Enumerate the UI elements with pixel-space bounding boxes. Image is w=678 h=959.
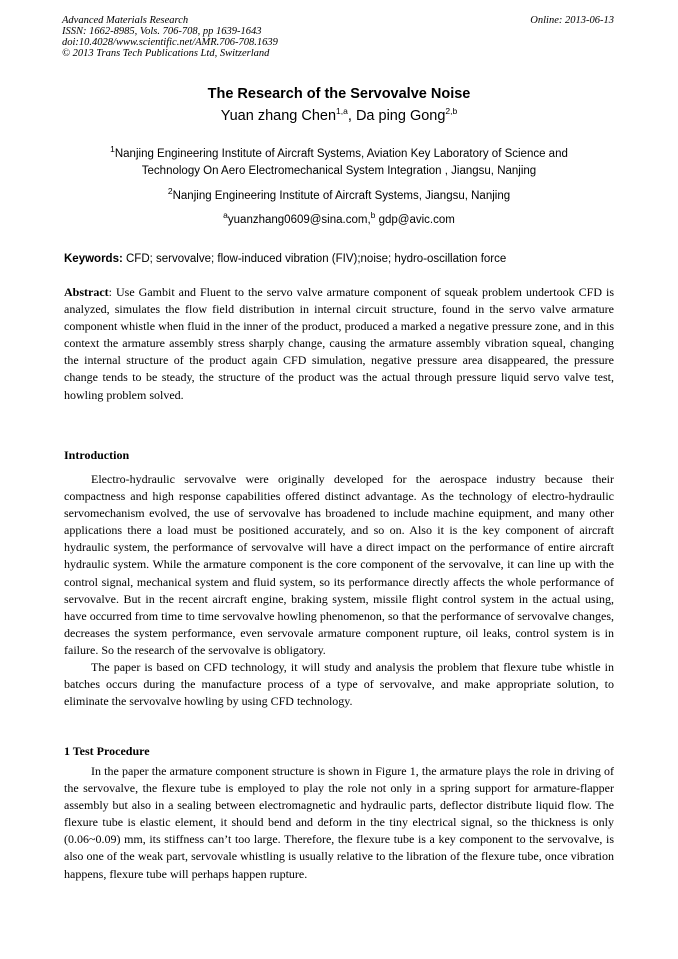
email-a: yuanzhang0609@sina.com, (227, 214, 371, 226)
doi-line: doi:10.4028/www.scientific.net/AMR.706-708.1639 (62, 37, 278, 48)
author-line (0, 108, 678, 124)
journal-name: Advanced Materials Research (62, 15, 189, 26)
author-emails (64, 212, 614, 229)
author-separator: , (347, 108, 356, 124)
test-procedure-body (64, 763, 614, 883)
affiliation-1-line2: Technology On Aero Electromechanical System Integration , Jiangsu, Nanjing (141, 165, 537, 177)
affiliation-1-line1: Nanjing Engineering Institute of Aircraft Systems, Aviation Key Laboratory of Science and (114, 148, 568, 160)
affiliation-1-sup: 1 (110, 144, 115, 155)
abstract-text: : Use Gambit and Fluent to the servo valve armature component of squeak problem undertook CFD is analyzed, simulates the flow field distribution in internal circuit structure, found in the servo valve armature component whistle when fluid in the inner of the product, produced a marked a negative pressure zone, and in this context the armature assembly stress sharply change, causing the armature assembly vibration squeal, changing the internal structure of the product again CFD simulation, negative pressure area disappeared, the pressure change tends to be steady, the structure of the product was the actual through pressure liquid servo valve test, howling problem solved. (64, 285, 614, 402)
author-2: Da ping Gong (355, 108, 446, 124)
paper-title: The Research of the Servovalve Noise (207, 86, 471, 102)
email-b: gdp@avic.com (375, 214, 455, 226)
affiliation-1 (64, 146, 614, 180)
affiliation-2-text: Nanjing Engineering Institute of Aircraft Systems, Jiangsu, Nanjing (172, 190, 511, 202)
abstract (64, 284, 614, 404)
abstract-label: Abstract (64, 285, 109, 299)
journal-header (62, 15, 278, 59)
test-procedure-paragraph-1: In the paper the armature component structure is shown in Figure 1, the armature plays the role in driving of the servovalve, the flexure tube is employed to play the role not only in a spring support for armature-flapper assembly but also in a sealing between electromagnetic and hydraulic parts, deflector distribute liquid flow. The flexure tube is elastic element, it should bend and deform in the tiny electrical signal, so the thickness is only (0.06~0.09) mm, its stiffness can’t too large. Therefore, the flexure tube is a key component to the servovalve, is also one of the weak part, servovale whistling is usually relative to the libration of the flexure tube, once vibration happens, flexure tube will perhaps happen rupture. (64, 764, 614, 881)
introduction-body (64, 471, 614, 710)
copyright-line: © 2013 Trans Tech Publications Ltd, Switzerland (62, 48, 270, 59)
author-2-sup: 2,b (445, 106, 458, 117)
affiliation-2 (64, 188, 614, 205)
introduction-paragraph-1: Electro-hydraulic servovalve were originally developed for the aerospace industry because their compactness and high response capabilities offered distinct advantage. As the technology of electro-hydraulic servomechanism evolved, the use of servovalve has broadened to include machine equipment, and many other applications there a load must be positioned accurately, and so on. Also it is the key component of aircraft hydraulic system, the performance of servovalve will have a direct impact on the performance of entire aircraft hydraulic system. While the armature component is the core component of the servovalve, it can line up with the control signal, mechanical system and fluid system, so its performance directly affects the whole performance of servovalve. But in the recent aircraft engine, braking system, missile flight control system in the actual using, have occurred from time to time servovalve howling phenomenon, so that the performance of servovalve changes, decreases the system performance, even servovale armature component rupture, oil leaks, control system is in failure. So the research of the servovalve is obligatory. (64, 472, 614, 657)
introduction-heading: Introduction (64, 448, 130, 462)
introduction-paragraph-2: The paper is based on CFD technology, it will study and analysis the problem that flexure tube whistle in batches occurs during the manufacture process of a type of servovalve, and make appropriate solution, to eliminate the servovalve howling by using CFD technology. (64, 660, 614, 709)
issn-line: ISSN: 1662-8985, Vols. 706-708, pp 1639-1643 (62, 26, 262, 37)
email-a-sup: a (223, 210, 228, 221)
email-b-sup: b (370, 210, 376, 221)
online-date: Online: 2013-06-13 (530, 15, 614, 26)
affiliation-2-sup: 2 (167, 186, 173, 197)
keywords-label: Keywords: (64, 253, 123, 265)
keywords-text: CFD; servovalve; flow-induced vibration (FIV);noise; hydro-oscillation force (122, 253, 507, 265)
keywords (64, 253, 614, 265)
test-procedure-heading: 1 Test Procedure (64, 744, 150, 758)
author-1: Yuan zhang Chen (220, 108, 337, 124)
author-1-sup: 1,a (336, 106, 348, 117)
